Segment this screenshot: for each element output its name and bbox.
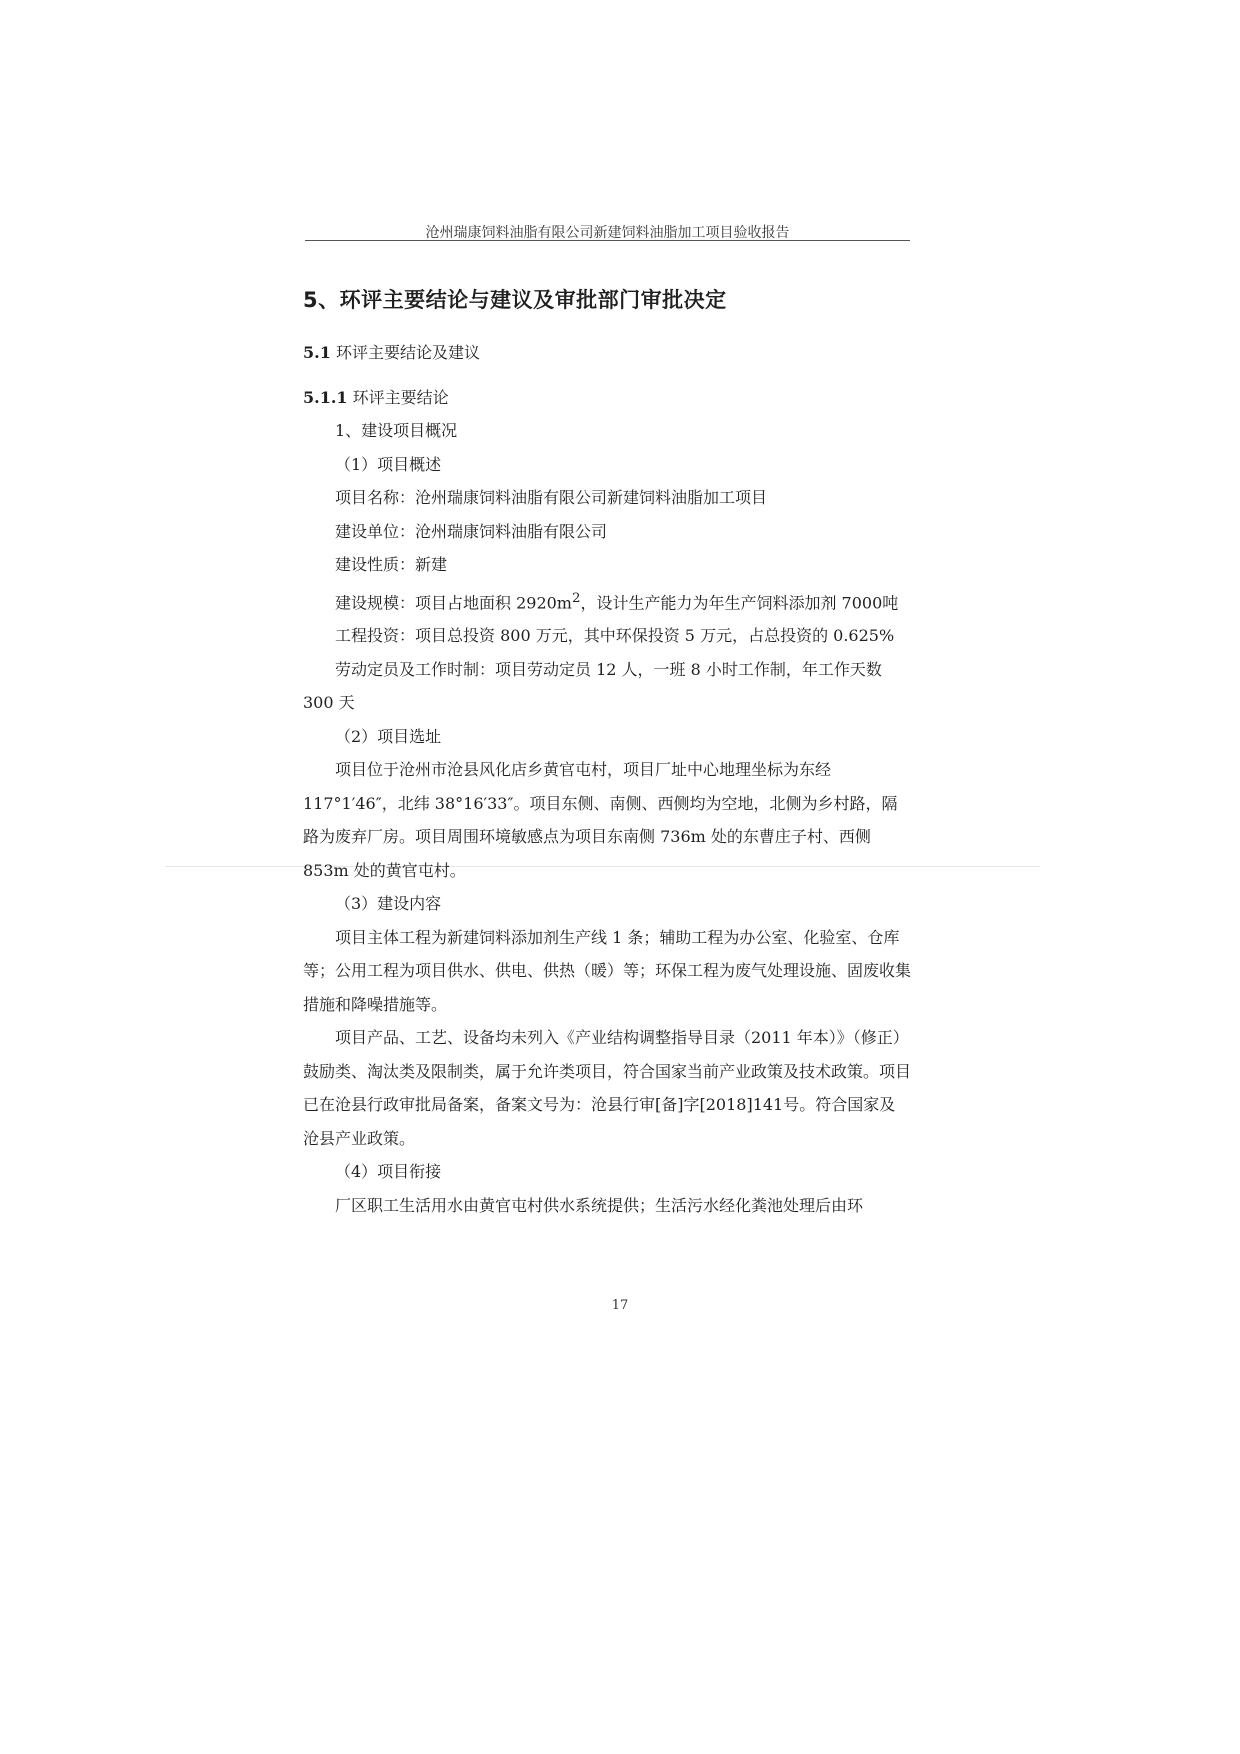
paragraph-staffing: 劳动定员及工作时制：项目劳动定员 12 人，一班 8 小时工作制，年工作天数 300 天	[303, 659, 882, 713]
subsection-number: 5.1	[303, 343, 331, 362]
item-heading-site: （2）项目选址	[335, 726, 442, 746]
subsubsection-title: 环评主要结论	[352, 388, 449, 407]
section-title: 5、环评主要结论与建议及审批部门审批决定	[303, 288, 727, 312]
body-content	[303, 284, 911, 1222]
scale-superscript: 2	[571, 590, 581, 606]
scale-text-post: ，设计生产能力为年生产饲料添加剂 7000吨	[580, 592, 899, 612]
paragraph-connection: 厂区职工生活用水由黄官屯村供水系统提供；生活污水经化粪池处理后由环	[335, 1195, 864, 1215]
subsubsection-number: 5.1.1	[303, 388, 348, 407]
paragraph-project-name: 项目名称：沧州瑞康饲料油脂有限公司新建饲料油脂加工项目	[335, 488, 768, 507]
header-rule	[305, 240, 910, 241]
subsection-title: 环评主要结论及建议	[335, 343, 480, 362]
paragraph-content: 项目主体工程为新建饲料添加剂生产线 1 条；辅助工程为办公室、化验室、仓库等；公用工程为项目供水、供电、供热（暖）等；环保工程为废气处理设施、固废收集措施和降噪措施等。	[303, 927, 912, 1014]
subsubsection-heading	[303, 385, 911, 408]
paragraph-builder: 建设单位：沧州瑞康饲料油脂有限公司	[335, 521, 608, 541]
paragraph-scale	[303, 582, 911, 620]
running-header: 沧州瑞康饲料油脂有限公司新建饲料油脂加工项目验收报告	[425, 225, 790, 241]
paragraph-policy: 项目产品、工艺、设备均未列入《产业结构调整指导目录（2011 年本）》（修正）鼓励类、淘汰类及限制类，属于允许类项目，符合国家当前产业政策及技术政策。项目已在沧县行政审批局备案，备案文号为：沧县行审[备]字[2018]141号。符合国家及沧县产业政策。	[303, 1028, 912, 1148]
paragraph-nature: 建设性质：新建	[335, 555, 448, 574]
paragraph-site: 项目位于沧州市沧县风化店乡黄官屯村，项目厂址中心地理坐标为东经 117°1′46″，北纬 38°16′33″。项目东侧、南侧、西侧均为空地，北侧为乡村路，隔路为废弃厂房。项目周围环境敏感点为项目东南侧 736m 处的东曹庄子村、西侧 853m 处的黄官屯村。	[303, 760, 898, 880]
list-heading-project-overview: 1、建设项目概况	[335, 421, 458, 440]
paragraph-investment: 工程投资：项目总投资 800 万元，其中环保投资 5 万元，占总投资的 0.625%	[335, 626, 895, 646]
scale-text-pre: 建设规模：项目占地面积 2920m	[335, 592, 572, 612]
item-heading-content: （3）建设内容	[335, 894, 442, 914]
page-number: 17	[611, 1298, 629, 1313]
subsection-heading	[303, 340, 911, 363]
item-heading-connection: （4）项目衔接	[335, 1162, 442, 1182]
item-heading-summary: （1）项目概述	[335, 454, 442, 474]
